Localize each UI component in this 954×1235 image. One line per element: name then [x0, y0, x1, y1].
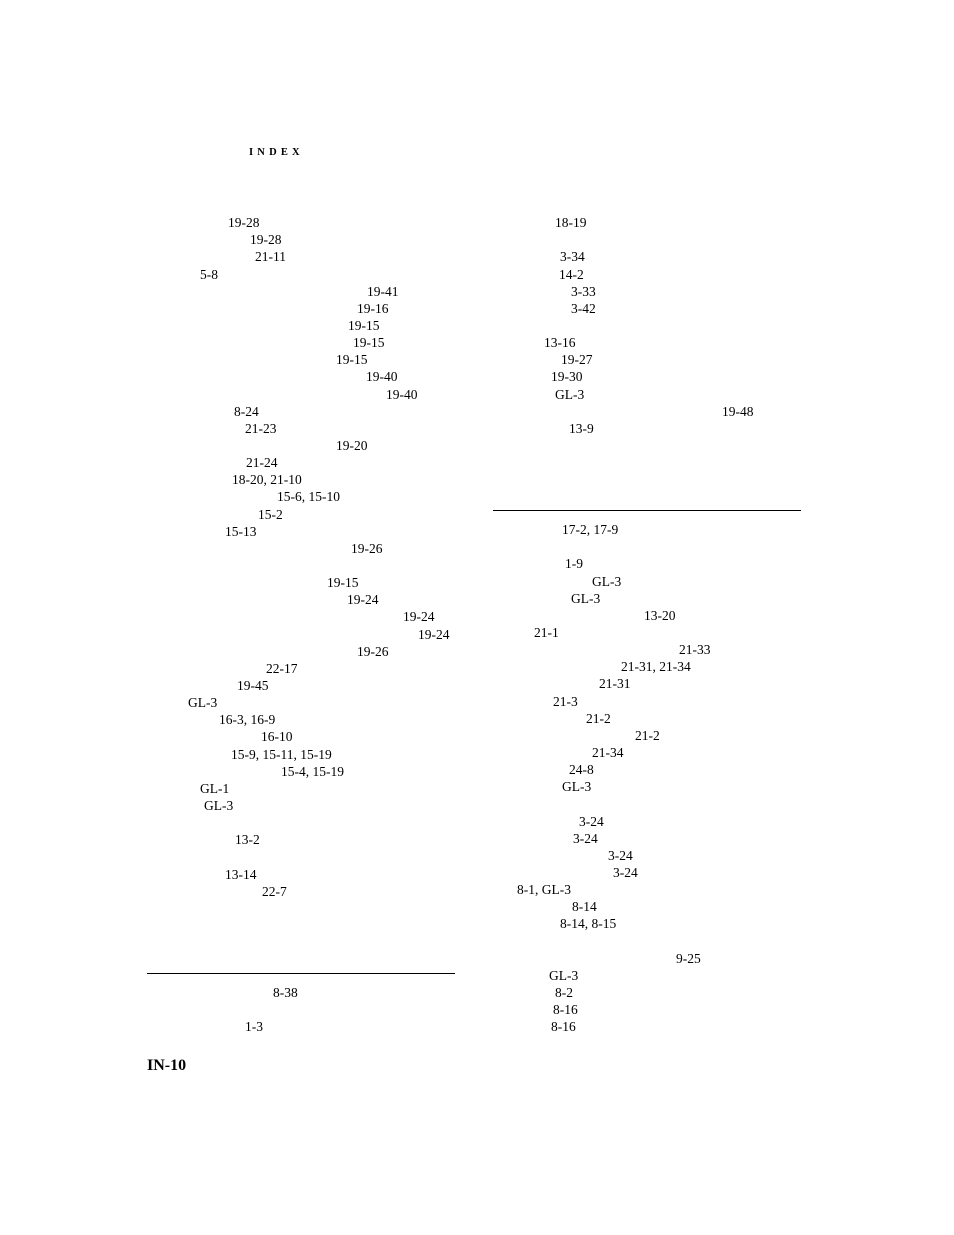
index-page-ref: 1-9	[565, 556, 583, 571]
section-rule-left	[147, 973, 455, 974]
index-page-ref: GL-3	[571, 591, 601, 606]
index-page-ref: 19-15	[327, 575, 359, 590]
index-page-ref: 19-40	[386, 387, 418, 402]
index-page-ref: 19-27	[561, 352, 593, 367]
index-page-ref: 3-24	[608, 848, 633, 863]
index-page-ref: 8-16	[551, 1019, 576, 1034]
index-page-ref: 8-24	[234, 404, 259, 419]
index-page-ref: GL-3	[592, 574, 622, 589]
index-page-ref: 8-14	[572, 899, 597, 914]
index-page-ref: 19-48	[722, 404, 754, 419]
index-page-ref: 8-2	[555, 985, 573, 1000]
index-page-ref: 19-24	[418, 627, 450, 642]
index-page-ref: 19-16	[357, 301, 389, 316]
index-page-ref: 21-23	[245, 421, 277, 436]
index-page-ref: 19-30	[551, 369, 583, 384]
index-page-ref: 21-2	[635, 728, 660, 743]
index-page-ref: 8-14, 8-15	[560, 916, 617, 931]
index-page-ref: 3-24	[613, 865, 638, 880]
index-page-ref: GL-3	[549, 968, 579, 983]
index-page-ref: GL-1	[200, 781, 230, 796]
index-page-ref: 19-15	[353, 335, 385, 350]
index-page-ref: 21-1	[534, 625, 559, 640]
index-page-ref: 19-24	[347, 592, 379, 607]
index-page-ref: 18-20, 21-10	[232, 472, 302, 487]
index-page-ref: 3-24	[573, 831, 598, 846]
index-page-ref: 16-10	[261, 729, 293, 744]
index-page-ref: 8-38	[273, 985, 298, 1000]
index-page-ref: 21-11	[255, 249, 286, 264]
index-page-ref: 19-15	[336, 352, 368, 367]
index-page-ref: 13-14	[225, 867, 257, 882]
index-page-ref: 18-19	[555, 215, 587, 230]
index-page-ref: 3-34	[560, 249, 585, 264]
index-page-ref: 15-4, 15-19	[281, 764, 344, 779]
index-page-ref: 3-42	[571, 301, 596, 316]
index-page-ref: 16-3, 16-9	[219, 712, 276, 727]
index-page-ref: 15-9, 15-11, 15-19	[231, 747, 332, 762]
index-page-ref: 13-2	[235, 832, 260, 847]
index-page-ref: 19-26	[357, 644, 389, 659]
index-page-ref: 19-26	[351, 541, 383, 556]
index-page-ref: 19-15	[348, 318, 380, 333]
index-page-ref: 3-24	[579, 814, 604, 829]
index-page-ref: GL-3	[204, 798, 234, 813]
index-page-ref: 17-2, 17-9	[562, 522, 619, 537]
index-page-ref: 19-40	[366, 369, 398, 384]
index-page-ref: 19-41	[367, 284, 399, 299]
index-page-ref: 3-33	[571, 284, 596, 299]
index-page-ref: 21-2	[586, 711, 611, 726]
index-page-ref: 21-33	[679, 642, 711, 657]
index-page-ref: 22-17	[266, 661, 298, 676]
index-page-ref: 15-2	[258, 507, 283, 522]
index-page-ref: 19-20	[336, 438, 368, 453]
index-page-ref: 21-3	[553, 694, 578, 709]
index-page-ref: 19-28	[250, 232, 282, 247]
index-page-ref: 19-24	[403, 609, 435, 624]
index-page-ref: 8-1, GL-3	[517, 882, 571, 897]
index-page-ref: 15-6, 15-10	[277, 489, 340, 504]
index-page-ref: 13-20	[644, 608, 676, 623]
index-page-ref: 1-3	[245, 1019, 263, 1034]
index-page-ref: 21-31	[599, 676, 631, 691]
page-number: IN-10	[147, 1057, 187, 1074]
index-page-ref: 21-34	[592, 745, 624, 760]
index-page-ref: 15-13	[225, 524, 257, 539]
index-page-ref: 8-16	[553, 1002, 578, 1017]
section-rule-right	[493, 510, 801, 511]
index-page-ref: 19-45	[237, 678, 269, 693]
index-page-ref: GL-3	[188, 695, 218, 710]
index-page-ref: 19-28	[228, 215, 260, 230]
index-page-ref: 9-25	[676, 951, 701, 966]
index-page-ref: 21-31, 21-34	[621, 659, 691, 674]
index-page-ref: 13-9	[569, 421, 594, 436]
index-page-ref: 14-2	[559, 267, 584, 282]
index-page-ref: 22-7	[262, 884, 287, 899]
index-page-ref: 24-8	[569, 762, 594, 777]
index-page-ref: GL-3	[555, 387, 585, 402]
index-page-ref: GL-3	[562, 779, 592, 794]
index-page-ref: 21-24	[246, 455, 278, 470]
index-page-ref: 13-16	[544, 335, 576, 350]
index-page-ref: 5-8	[200, 267, 218, 282]
running-head: INDEX	[249, 147, 304, 158]
